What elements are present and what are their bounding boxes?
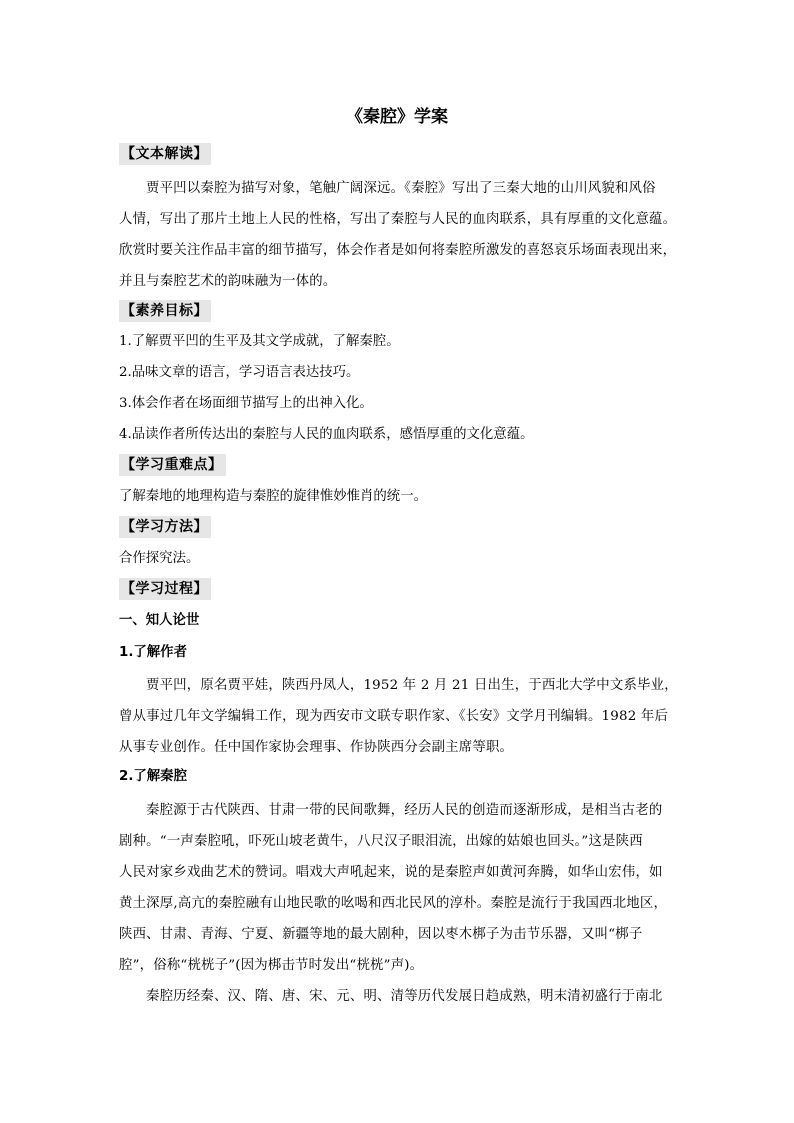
section-heading-method: 【学习方法】: [119, 516, 211, 538]
author-paragraph: [119, 670, 678, 763]
text-reading-line: 人情，写出了那片土地上人民的性格，写出了秦腔与人民的血肉联系，具有厚重的文化意蕴。: [119, 212, 677, 227]
section-key-points: [119, 454, 675, 476]
section-method: [119, 516, 675, 538]
section-heading-text-reading: 【文本解读】: [119, 143, 211, 165]
text-reading-paragraph: [119, 173, 675, 297]
qinqiang-line: 剧种。“一声秦腔吼，吓死山坡老黄牛，八尺汉子眼泪流，出嫁的姑娘也回头。”这是陕西: [119, 834, 643, 849]
qinqiang-line: 人民对家乡戏曲艺术的赞词。唱戏大声吼起来，说的是秦腔声如黄河奔腾，如华山宏伟，如: [119, 865, 663, 880]
document-title: 《秦腔》学案: [346, 107, 448, 127]
qinqiang-subheading: 2.了解秦腔: [119, 769, 187, 784]
author-line: 从事专业创作。任中国作家协会理事、作协陕西分会副主席等职。: [119, 740, 514, 755]
history-line: 秦腔历经秦、汉、隋、唐、宋、元、明、清等历代发展日趋成熟，明末清初盛行于南北: [146, 989, 663, 1004]
text-reading-line: 欣赏时要关注作品丰富的细节描写，体会作者是如何将秦腔所激发的喜怒哀乐场面表现出来，: [119, 243, 677, 258]
goal-item-4: 4.品读作者所传达出的秦腔与人民的血肉联系，感悟厚重的文化意蕴。: [119, 427, 534, 442]
section-heading-goals: 【素养目标】: [119, 300, 211, 322]
key-points-text: 了解秦地的地理构造与秦腔的旋律惟妙惟肖的统一。: [119, 489, 427, 504]
author-subheading: 1.了解作者: [119, 645, 187, 660]
qinqiang-line: 黄土深厚,高亢的秦腔融有山地民歌的吆喝和西北民风的淳朴。秦腔是流行于我国西北地区，: [119, 896, 668, 911]
method-text: 合作探究法。: [119, 551, 200, 566]
goal-item-3: 3.体会作者在场面细节描写上的出神入化。: [119, 396, 373, 411]
goal-item-2: 2.品味文章的语言，学习语言表达技巧。: [119, 365, 360, 380]
author-line: 曾从事过几年文学编辑工作，现为西安市文联专职作家、《长安》文学月刊编辑。1982 年后: [119, 709, 669, 724]
author-line: 贾平凹，原名贾平娃，陕西丹凤人，1952 年 2 月 21 日出生，于西北大学中文系毕业，: [146, 678, 678, 693]
text-reading-line: 并且与秦腔艺术的韵味融为一体的。: [119, 274, 337, 289]
qinqiang-line: 陕西、甘肃、青海、宁夏、新疆等地的最大剧种，因以枣木梆子为击节乐器，又叫“梆子: [119, 927, 643, 942]
section-text-reading: [119, 143, 675, 165]
section-heading-key-points: 【学习重难点】: [119, 454, 226, 476]
section-process: [119, 578, 675, 600]
qinqiang-paragraph: [119, 795, 675, 981]
history-paragraph: [119, 981, 675, 1012]
text-reading-line: 贾平凹以秦腔为描写对象，笔触广阔深远。《秦腔》写出了三秦大地的山川风貌和风俗: [146, 181, 656, 196]
section-goals: [119, 300, 675, 322]
section-heading-process: 【学习过程】: [119, 578, 211, 600]
qinqiang-line: 腔”，俗称“桄桄子”(因为梆击节时发出“桄桄”声)。: [119, 958, 424, 973]
qinqiang-line: 秦腔源于古代陕西、甘肃一带的民间歌舞，经历人民的创造而逐渐形成，是相当古老的: [146, 803, 663, 818]
goal-item-1: 1.了解贾平凹的生平及其文学成就，了解秦腔。: [119, 334, 400, 349]
process-part1: 一、知人论世: [119, 613, 200, 628]
